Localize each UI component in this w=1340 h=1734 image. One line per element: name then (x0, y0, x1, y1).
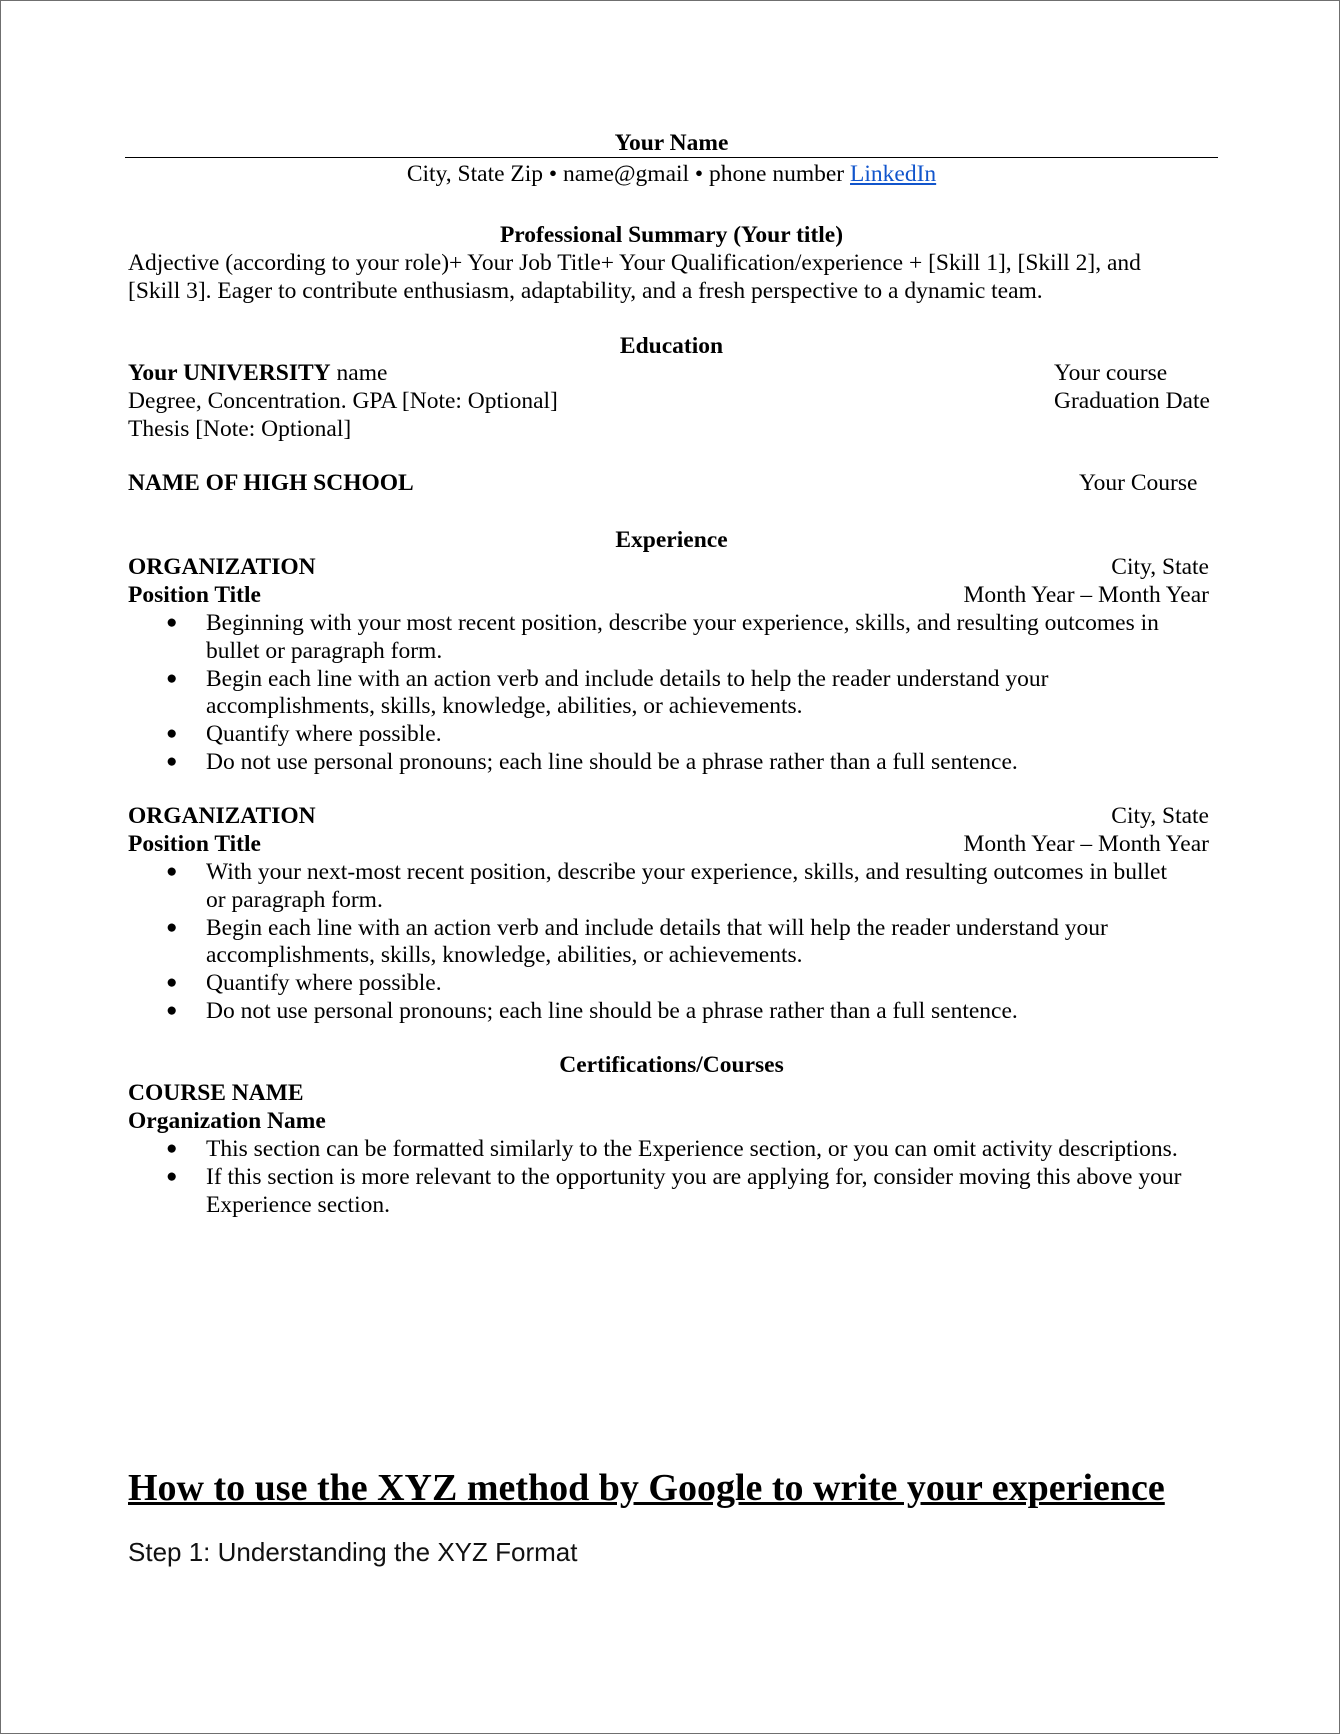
bullet-text: Experience section. (206, 1192, 390, 1218)
university-bold: Your UNIVERSITY (128, 360, 331, 386)
bullet-text: Do not use personal pronouns; each line should be a phrase rather than a full sentence. (206, 998, 1018, 1024)
organization-location: City, State (1111, 803, 1209, 829)
bullet-text: Beginning with your most recent position, describe your experience, skills, and resulting outcomes in (206, 610, 1159, 636)
bullet-text: accomplishments, skills, knowledge, abilities, or achievements. (206, 942, 803, 968)
bullet-marker: ● (166, 861, 178, 882)
education-course: Your course (1054, 360, 1168, 386)
university-rest: name (330, 360, 388, 386)
graduation-date: Graduation Date (1054, 388, 1210, 414)
bullet-text: If this section is more relevant to the opportunity you are applying for, consider moving this above your (206, 1164, 1182, 1190)
summary-heading: Professional Summary (Your title) (499, 222, 844, 248)
header-divider (125, 157, 1218, 158)
bullet-marker: ● (166, 668, 178, 689)
bullet-text: Do not use personal pronouns; each line should be a phrase rather than a full sentence. (206, 749, 1018, 775)
position-dates: Month Year – Month Year (963, 831, 1209, 857)
bullet-marker: ● (166, 1166, 178, 1187)
university-line (128, 359, 387, 387)
bullet-text: Quantify where possible. (206, 721, 442, 747)
high-school-course: Your Course (1079, 470, 1198, 496)
organization-name: ORGANIZATION (128, 803, 316, 829)
bullet-marker: ● (166, 1138, 178, 1159)
bullet-text: This section can be formatted similarly to the Experience section, or you can omit activity descriptions. (206, 1136, 1178, 1162)
certifications-heading: Certifications/Courses (559, 1052, 784, 1078)
bullet-text: Begin each line with an action verb and include details to help the reader understand your (206, 666, 1049, 692)
course-organization: Organization Name (128, 1108, 326, 1134)
organization-name: ORGANIZATION (128, 554, 316, 580)
thesis-line: Thesis [Note: Optional] (128, 416, 352, 442)
bullet-marker: ● (166, 751, 178, 772)
contact-line (125, 160, 1218, 188)
bullet-marker: ● (166, 612, 178, 633)
position-title: Position Title (128, 582, 261, 608)
summary-line: Adjective (according to your role)+ Your Job Title+ Your Qualification/experience + [Skill 1], [Skill 2], and (128, 250, 1141, 276)
position-title: Position Title (128, 831, 261, 857)
bullet-text: bullet or paragraph form. (206, 638, 443, 664)
bullet-text: Quantify where possible. (206, 970, 442, 996)
bullet-marker: ● (166, 917, 178, 938)
linkedin-link[interactable]: LinkedIn (850, 161, 937, 187)
bullet-text: With your next-most recent position, describe your experience, skills, and resulting outcomes in bullet (206, 859, 1168, 885)
xyz-method-heading: How to use the XYZ method by Google to write your experience (128, 1467, 1165, 1509)
experience-heading: Experience (615, 527, 728, 553)
bullet-text: or paragraph form. (206, 887, 383, 913)
position-dates: Month Year – Month Year (963, 582, 1209, 608)
bullet-marker: ● (166, 972, 178, 993)
step-1-label: Step 1: Understanding the XYZ Format (128, 1537, 578, 1567)
summary-line: [Skill 3]. Eager to contribute enthusiasm, adaptability, and a fresh perspective to a dynamic team. (128, 278, 1043, 304)
bullet-marker: ● (166, 1000, 178, 1021)
education-heading: Education (619, 333, 724, 359)
bullet-text: accomplishments, skills, knowledge, abilities, or achievements. (206, 693, 803, 719)
contact-text: City, State Zip • name@gmail • phone number (406, 161, 851, 187)
high-school-name: NAME OF HIGH SCHOOL (128, 470, 414, 496)
degree-line: Degree, Concentration. GPA [Note: Optional] (128, 388, 558, 414)
resume-name: Your Name (614, 130, 729, 156)
course-name: COURSE NAME (128, 1080, 304, 1106)
bullet-text: Begin each line with an action verb and include details that will help the reader understand your (206, 915, 1108, 941)
bullet-marker: ● (166, 723, 178, 744)
organization-location: City, State (1111, 554, 1209, 580)
